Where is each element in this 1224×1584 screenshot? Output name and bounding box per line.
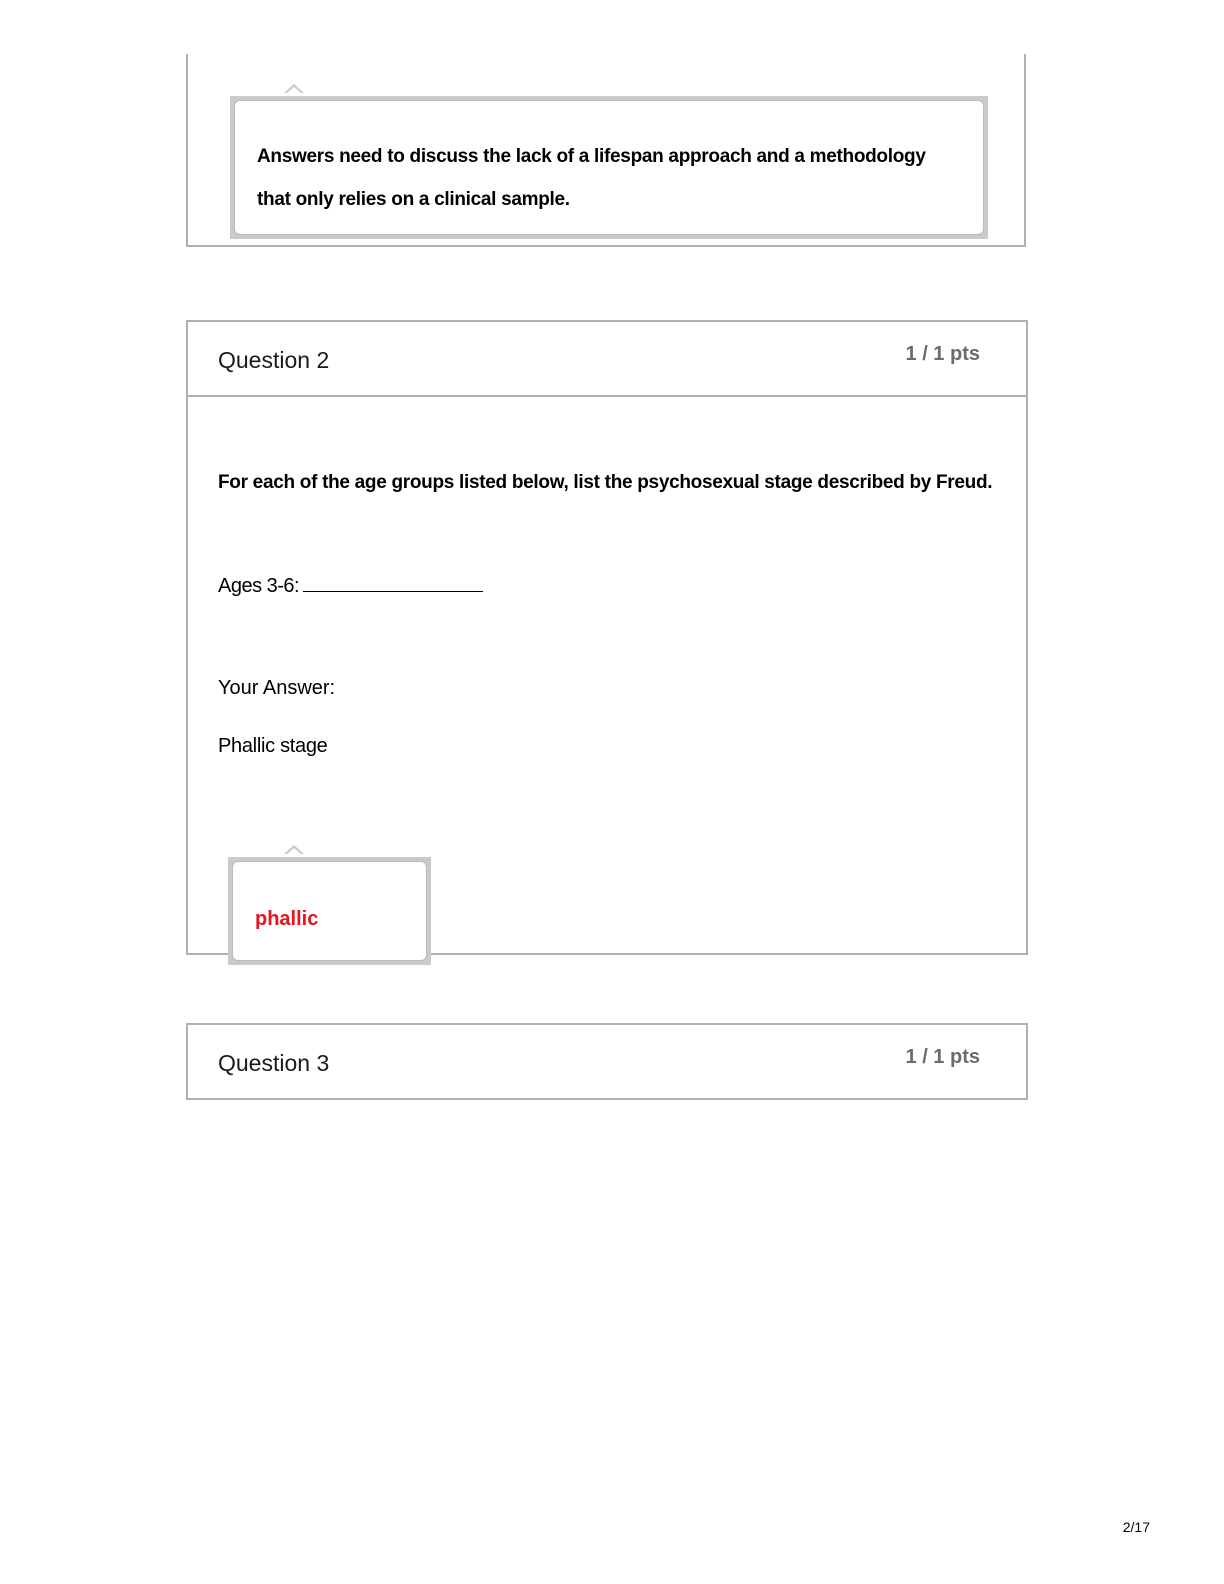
question-title: Question 3 xyxy=(218,1050,330,1076)
question-title: Question 2 xyxy=(218,347,330,373)
callout-pointer xyxy=(284,84,304,93)
callout-body xyxy=(234,100,984,235)
question-1-feedback-callout xyxy=(230,96,988,239)
question-header xyxy=(188,1025,1026,1100)
your-answer-label: Your Answer: xyxy=(218,677,336,699)
question-points: 1 / 1 pts xyxy=(905,1046,980,1068)
question-3-card xyxy=(186,1023,1028,1100)
your-answer-text: Phallic stage xyxy=(218,735,328,757)
ages-label: Ages 3-6: xyxy=(218,575,300,597)
question-2-feedback-callout xyxy=(228,857,431,965)
callout-pointer xyxy=(284,845,304,854)
ages-fill-in-line xyxy=(218,573,483,598)
question-prompt: For each of the age groups listed below, list the psychosexual stage described by Freud. xyxy=(218,472,993,493)
question-points: 1 / 1 pts xyxy=(905,343,980,365)
question-header xyxy=(188,322,1026,397)
callout-body xyxy=(232,861,427,961)
feedback-comment: Answers need to discuss the lack of a lifespan approach and a methodology that only relies on a clinical sample. xyxy=(257,146,926,210)
feedback-comment: phallic xyxy=(255,908,319,930)
answer-blank xyxy=(303,573,483,592)
page-number: 2/17 xyxy=(1122,1519,1150,1535)
